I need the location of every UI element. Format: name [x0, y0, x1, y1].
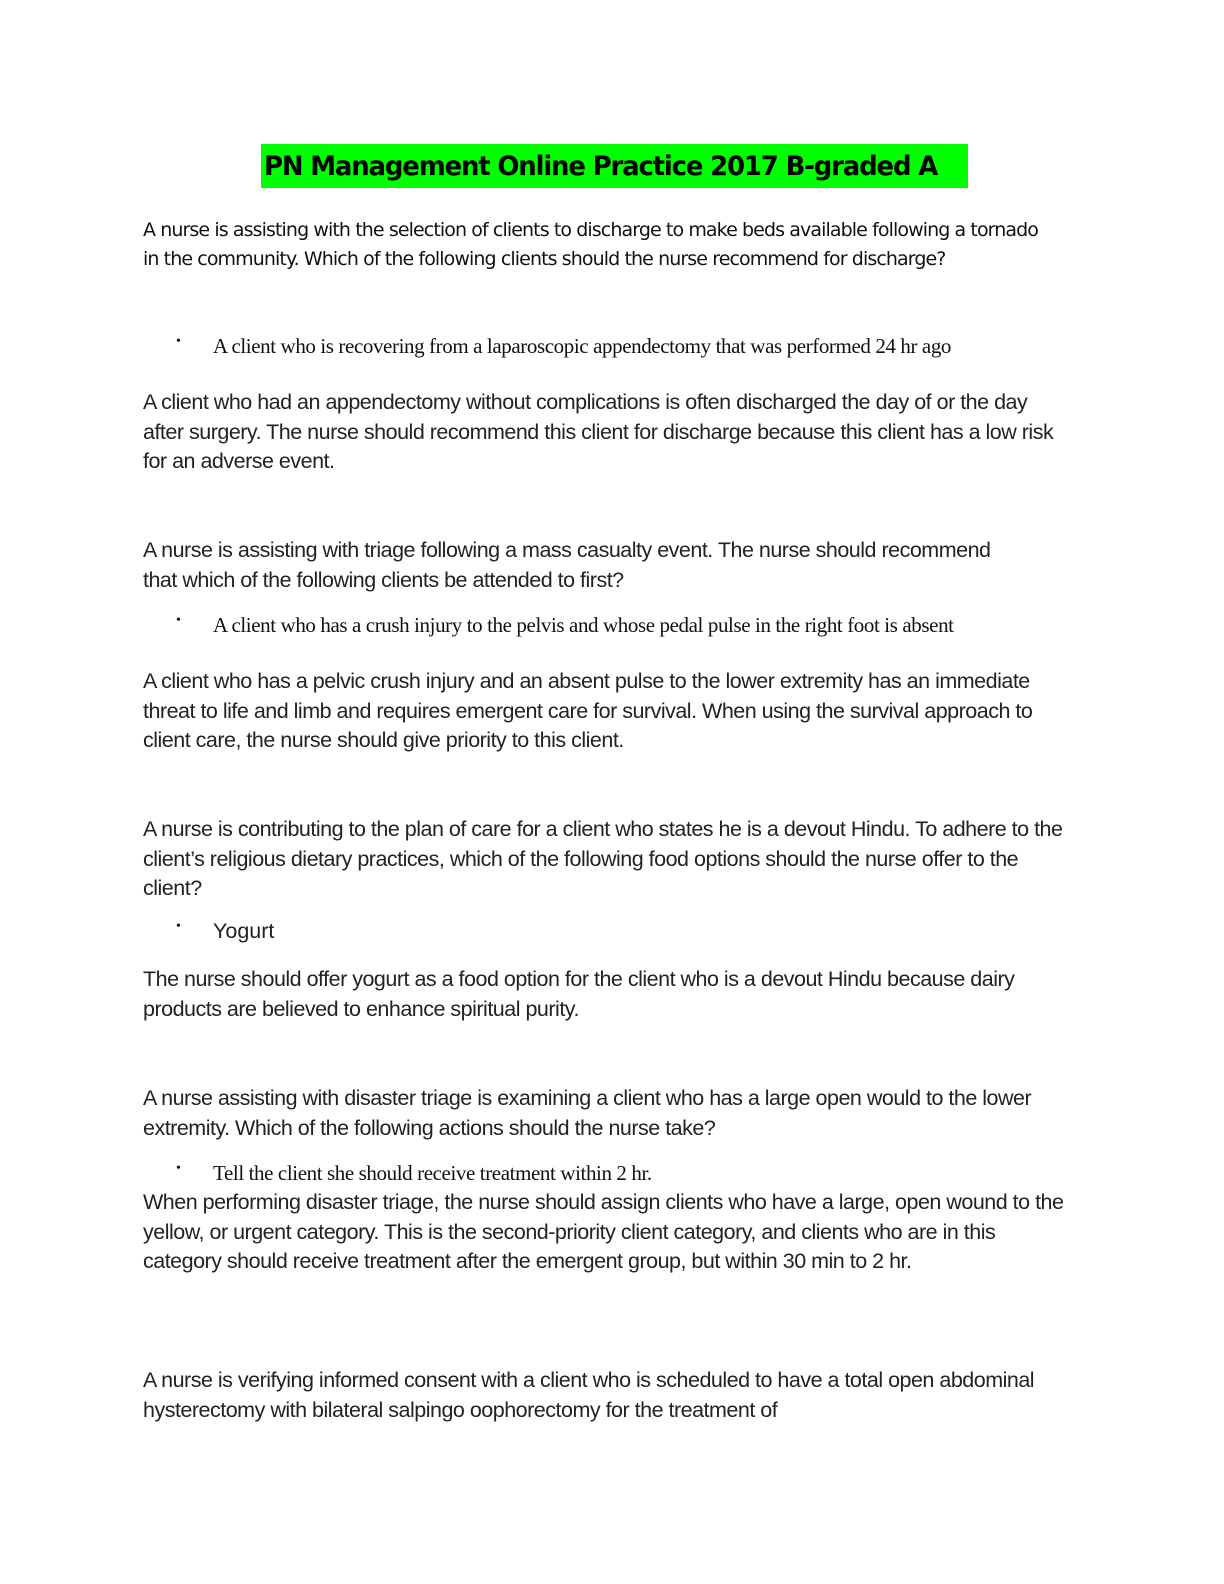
question-2-rationale: A client who has a pelvic crush injury and an absent pulse to the lower extremity has an immediate threat to life and limb and requires emergent care for survival. When using the survival approach to client care, the nurse should give priority to this client.: [143, 669, 1033, 752]
bullet-icon: •: [176, 613, 181, 628]
answer-text: A client who is recovering from a laparoscopic appendectomy that was performed 24 hr ago: [213, 334, 952, 358]
question-1-answer: [176, 332, 1056, 361]
answer-text: Tell the client she should receive treatment within 2 hr.: [213, 1161, 652, 1185]
question-5-text: A nurse is verifying informed consent with a client who is scheduled to have a total open abdominal hysterectomy with bilateral salpingo oophorectomy for the treatment of: [143, 1368, 1035, 1422]
title-highlight: [261, 144, 968, 188]
question-4-answer: [176, 1159, 1056, 1188]
bullet-icon: •: [176, 1161, 181, 1176]
question-3-text: A nurse is contributing to the plan of care for a client who states he is a devout Hindu. To adhere to the client’s religious dietary practices, which of the following food options should the nurse offer to the client?: [143, 817, 1063, 900]
question-4-text: A nurse assisting with disaster triage is examining a client who has a large open would to the lower extremity. Which of the following actions should the nurse take?: [143, 1086, 1032, 1140]
question-1-text: A nurse is assisting with the selection of clients to discharge to make beds available following a tornado in the community. Which of the following clients should the nurse recommend for discharge?: [143, 219, 1039, 270]
question-2-answer: [176, 611, 1056, 640]
question-3-answer: [176, 917, 1056, 946]
bullet-icon: •: [176, 334, 181, 349]
question-3-rationale: The nurse should offer yogurt as a food option for the client who is a devout Hindu because dairy products are believed to enhance spiritual purity.: [143, 967, 1015, 1021]
document-title: PN Management Online Practice 2017 B-graded A: [264, 150, 938, 182]
question-1-rationale: A client who had an appendectomy without complications is often discharged the day of or the day after surgery. The nurse should recommend this client for discharge because this client has a low risk for an adverse event.: [143, 390, 1054, 473]
bullet-icon: •: [176, 919, 181, 934]
answer-text: A client who has a crush injury to the pelvis and whose pedal pulse in the right foot is absent: [213, 613, 954, 637]
question-4-rationale: When performing disaster triage, the nurse should assign clients who have a large, open wound to the yellow, or urgent category. This is the second-priority client category, and clients who are in this category should receive treatment after the emergent group, but within 30 min to 2 hr.: [143, 1190, 1064, 1273]
answer-text: Yogurt: [213, 919, 275, 943]
question-2-text: A nurse is assisting with triage following a mass casualty event. The nurse should recommend that which of the following clients be attended to first?: [143, 538, 991, 592]
